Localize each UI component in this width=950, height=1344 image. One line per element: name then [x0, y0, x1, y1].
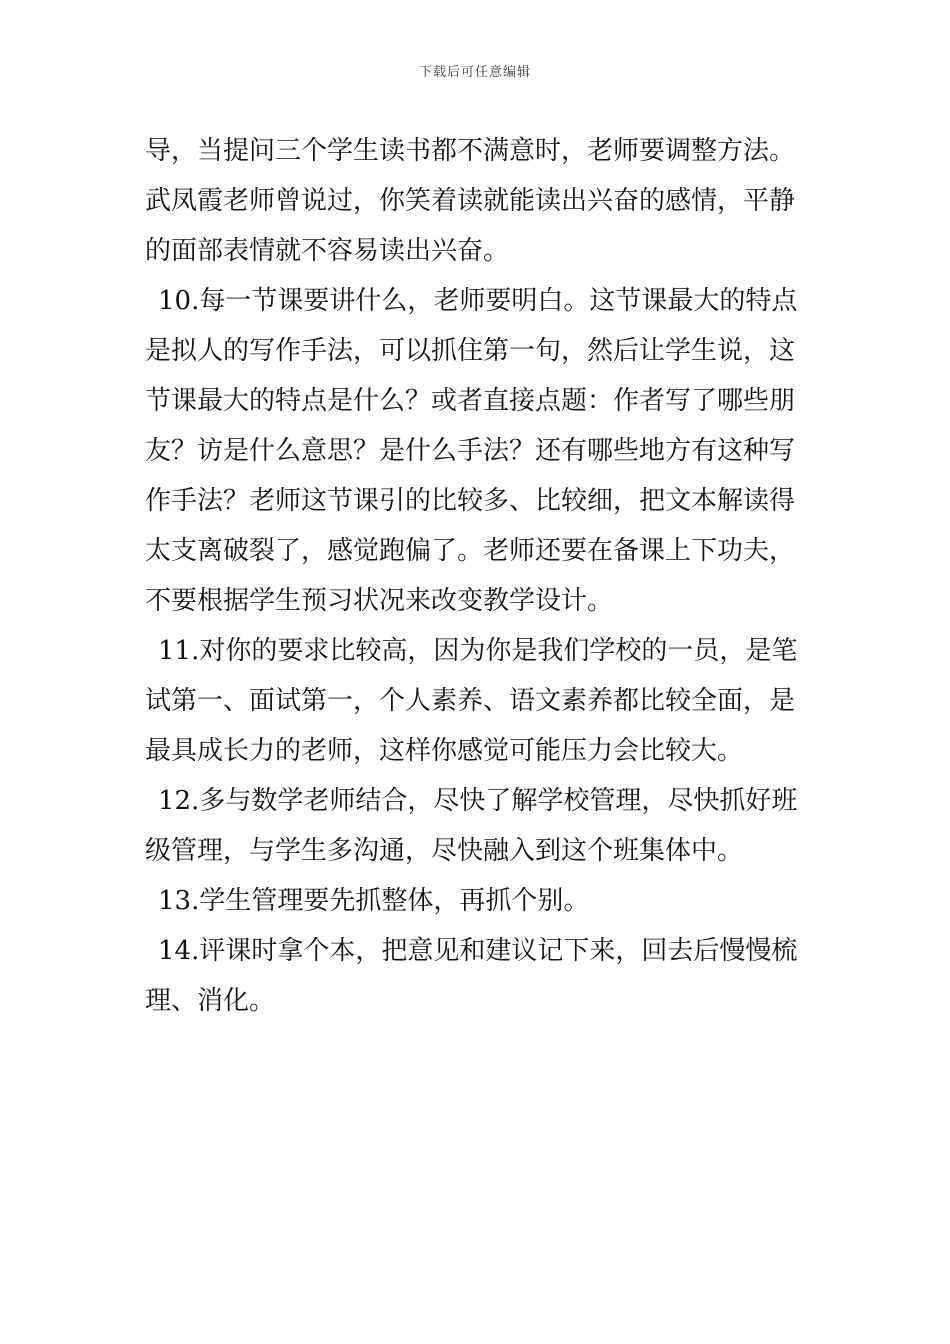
text-line: 是拟人的写作手法，可以抓住第一句，然后让学生说，这 [145, 336, 796, 366]
text-line: 最具成长力的老师，这样你感觉可能压力会比较大。 [145, 736, 744, 766]
document-body [145, 126, 810, 1026]
numbered-item-start: 13.学生管理要先抓整体，再抓个别。 [158, 886, 590, 916]
text-line: 武凤霞老师曾说过，你笑着读就能读出兴奋的感情，平静 [145, 186, 796, 216]
text-line: 理、消化。 [145, 986, 276, 1016]
text-line: 级管理，与学生多沟通，尽快融入到这个班集体中。 [145, 836, 744, 866]
page-header: 下载后可任意编辑 [418, 65, 531, 80]
text-line: 试第一、面试第一，个人素养、语文素养都比较全面，是 [145, 686, 796, 716]
numbered-item-start: 14.评课时拿个本，把意见和建议记下来，回去后慢慢梳 [158, 936, 798, 966]
text-line: 太支离破裂了，感觉跑偏了。老师还要在备课上下功夫， [145, 536, 796, 566]
numbered-item-start: 10.每一节课要讲什么，老师要明白。这节课最大的特点 [158, 286, 798, 316]
numbered-item-start: 11.对你的要求比较高，因为你是我们学校的一员，是笔 [158, 636, 798, 666]
text-line: 的面部表情就不容易读出兴奋。 [145, 236, 510, 266]
text-line: 不要根据学生预习状况来改变教学设计。 [145, 586, 614, 616]
numbered-item-start: 12.多与数学老师结合，尽快了解学校管理，尽快抓好班 [158, 786, 798, 816]
text-line: 友？访是什么意思？是什么手法？还有哪些地方有这种写 [145, 436, 796, 466]
text-line: 节课最大的特点是什么？或者直接点题：作者写了哪些朋 [145, 386, 796, 416]
text-line: 导，当提问三个学生读书都不满意时，老师要调整方法。 [145, 136, 796, 166]
text-line: 作手法？老师这节课引的比较多、比较细，把文本解读得 [145, 486, 796, 516]
